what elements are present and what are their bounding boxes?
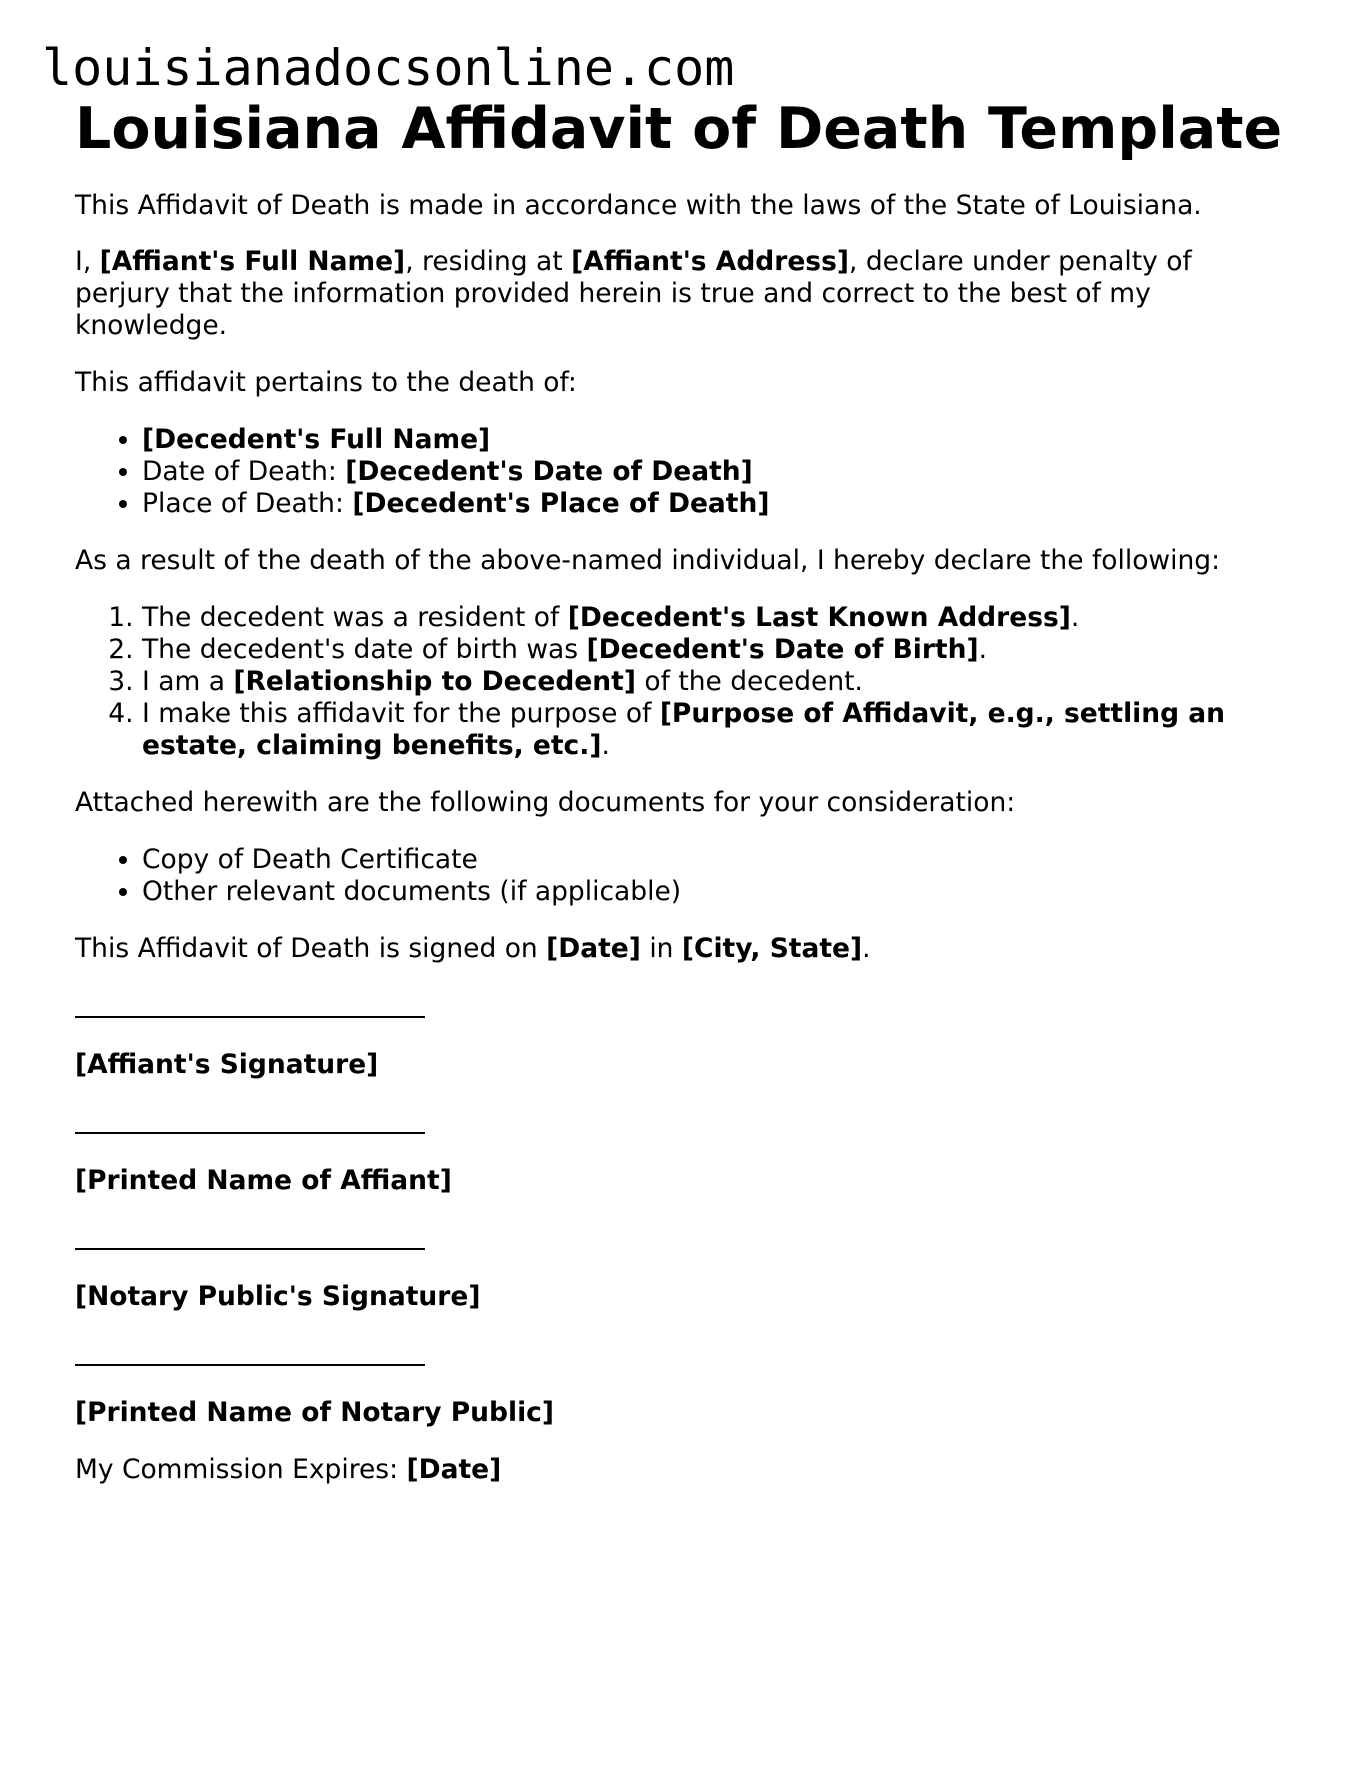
signature-line — [75, 990, 1255, 1022]
page-title: Louisiana Affidavit of Death Template — [75, 96, 1283, 162]
signature-line — [75, 1106, 1255, 1138]
signature-line — [75, 1222, 1255, 1254]
list-item: 2. The decedent's date of birth was [Decedent's Date of Birth]. — [142, 634, 1255, 666]
signed-place-placeholder: [City, State] — [681, 933, 863, 964]
signature-line — [75, 1338, 1255, 1370]
affiant-name-placeholder: [Affiant's Full Name] — [99, 246, 406, 277]
pertains-paragraph: This affidavit pertains to the death of: — [75, 367, 577, 398]
list-item: • Place of Death: [Decedent's Place of Death] — [142, 488, 1255, 520]
affiant-signature-label: [Affiant's Signature] — [75, 1049, 379, 1080]
commission-expires: My Commission Expires: [Date] — [75, 1454, 502, 1485]
affiant-address-placeholder: [Affiant's Address] — [571, 246, 849, 277]
list-item: • Date of Death: [Decedent's Date of Death] — [142, 456, 1255, 488]
intro-paragraph: This Affidavit of Death is made in accordance with the laws of the State of Louisiana. — [75, 190, 1202, 221]
attachments-list — [75, 844, 1255, 908]
attached-intro-paragraph: Attached herewith are the following documents for your consideration: — [75, 787, 1016, 818]
decedent-list — [75, 424, 1255, 520]
site-watermark: louisianadocsonline.com — [42, 39, 735, 97]
signed-date-placeholder: [Date] — [546, 933, 641, 964]
signed-paragraph: This Affidavit of Death is signed on [Date] in [City, State]. — [75, 933, 871, 964]
declare-intro-paragraph: As a result of the death of the above-named individual, I hereby declare the following: — [75, 545, 1221, 576]
declaration-paragraph: I, [Affiant's Full Name], residing at [Affiant's Address], declare under penalty of perjury that the information provided herein is true and correct to the best of my knowledge. — [75, 246, 1192, 341]
list-item: 4. I make this affidavit for the purpose of [Purpose of Affidavit, e.g., settling an estate, claiming benefits, etc.]. — [142, 698, 1255, 762]
notary-printed-name-label: [Printed Name of Notary Public] — [75, 1397, 554, 1428]
document-body — [75, 88, 1283, 1486]
list-item: 3. I am a [Relationship to Decedent] of the decedent. — [142, 666, 1255, 698]
affiant-printed-name-label: [Printed Name of Affiant] — [75, 1165, 452, 1196]
list-item: 1. The decedent was a resident of [Decedent's Last Known Address]. — [142, 602, 1255, 634]
notary-signature-label: [Notary Public's Signature] — [75, 1281, 481, 1312]
list-item: • Copy of Death Certificate — [142, 844, 1255, 876]
declarations-list — [75, 602, 1255, 762]
list-item: • [Decedent's Full Name] — [142, 424, 1255, 456]
list-item: • Other relevant documents (if applicable) — [142, 876, 1255, 908]
